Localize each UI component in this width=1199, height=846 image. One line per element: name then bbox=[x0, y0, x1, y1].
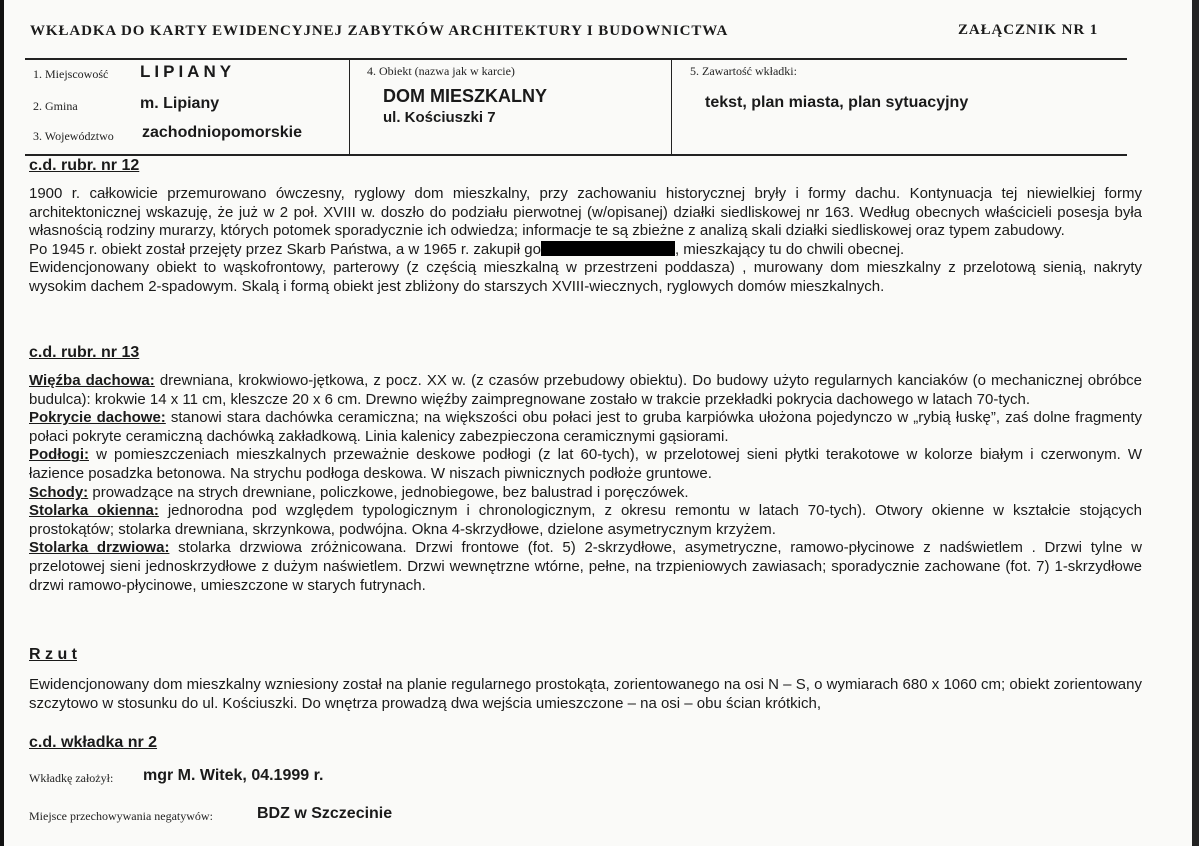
item-podlogi-text: w pomieszczeniach mieszkalnych przeważnie deskowe podłogi (z lat 60-tych), w przelotowej sieni płytki terakotowe w kolorze białym i czerwonym. W łazience posadzka betonowa. Na strychu podłoga deskowa. W niszach piwnicznych podłoże gruntowe. bbox=[29, 446, 1142, 482]
negatywy-label: Miejsce przechowywania negatywów: bbox=[29, 809, 213, 823]
item-stolarka-drzwiowa-label: Stolarka drzwiowa: bbox=[29, 539, 170, 557]
section-13-heading: c.d. rubr. nr 13 bbox=[29, 344, 140, 361]
gmina-label: 2. Gmina bbox=[33, 99, 78, 113]
zawartosc-label: 5. Zawartość wkładki: bbox=[690, 64, 797, 78]
item-pokrycie-label: Pokrycie dachowe: bbox=[29, 409, 166, 427]
zalozyl-label: Wkładkę założył: bbox=[29, 771, 114, 785]
rzut-heading: R z u t bbox=[29, 646, 77, 663]
gmina-value: m. Lipiany bbox=[140, 95, 220, 112]
section-13-body bbox=[29, 372, 1142, 595]
redaction-bar bbox=[541, 241, 675, 256]
box-top-border bbox=[25, 58, 1127, 60]
page-title: WKŁADKA DO KARTY EWIDENCYJNEJ ZABYTKÓW ARCHITEKTURY I BUDOWNICTWA bbox=[30, 23, 729, 39]
rzut-body bbox=[29, 676, 1142, 713]
section-12-p2-before: Po 1945 r. obiekt został przejęty przez Skarb Państwa, a w 1965 r. zakupił go bbox=[29, 240, 541, 258]
section-12-body bbox=[29, 185, 1142, 297]
item-stolarka-okienna-label: Stolarka okienna: bbox=[29, 502, 159, 520]
rzut-text: Ewidencjonowany dom mieszkalny wzniesiony został na planie regularnego prostokąta, zorientowanego na osi N – S, o wymiarach 680 x 1060 cm; obiekt zorientowany szczytowo w stosunku do ul. Kościuszki. Do wnętrza prowadzą dwa wejścia umieszczone – na osi – obu ścian krótkich, bbox=[29, 676, 1142, 712]
item-schody bbox=[29, 484, 1142, 503]
obiekt-address: ul. Kościuszki 7 bbox=[383, 109, 496, 126]
item-wiezba-text: drewniana, krokwiowo-jętkowa, z pocz. XX w. (z czasów przebudowy obiektu). Do budowy użyto regularnych kanciaków (o mechanicznej obróbce budulca): krokwie 14 x 11 cm, kleszcze 20 x 6 cm. Drewno więźby zaimpregnowane zostało w trakcie przekładki pokrycia dachowego w latach 70-tych. bbox=[29, 372, 1143, 408]
item-stolarka-okienna bbox=[29, 502, 1142, 539]
section-12-p3: Ewidencjonowany obiekt to wąskofrontowy, parterowy (z częścią mieszkalną w przestrzeni poddasza) , murowany dom mieszkalny z przelotową sienią, nakryty wysokim dachem 2-spadowym. Skalą i formą obiekt jest zbliżony do starszych XVIII-wiecznych, ryglowych domów mieszkalnych. bbox=[29, 259, 1142, 295]
item-schody-text: prowadzące na strych drewniane, policzkowe, jednobiegowe, bez balustrad i poręczówek. bbox=[88, 483, 689, 501]
item-wiezba bbox=[29, 372, 1142, 409]
item-schody-label: Schody: bbox=[29, 483, 89, 501]
attachment-number: ZAŁĄCZNIK NR 1 bbox=[958, 22, 1099, 38]
item-stolarka-drzwiowa bbox=[29, 539, 1142, 595]
item-pokrycie bbox=[29, 409, 1142, 446]
miejscowosc-value: LIPIANY bbox=[140, 62, 236, 81]
item-podlogi-label: Podłogi: bbox=[29, 446, 89, 464]
item-stolarka-drzwiowa-text: stolarka drzwiowa zróżnicowana. Drzwi frontowe (fot. 5) 2-skrzydłowe, asymetryczne, ramowo-płycinowe z nadświetlem . Drzwi tylne w przelotowej sieni jednoskrzydłowe z dużym naświetlem. Drzwi wewnętrzne wtórne, pełne, na trzpieniowych zawiasach; sporadycznie zachowane (fot. 7) 1-skrzydłowe drzwi ramowo-płycinowe, umieszczone w starych futrynach. bbox=[29, 539, 1142, 594]
scan-right-edge bbox=[1192, 0, 1199, 846]
wojewodztwo-value: zachodniopomorskie bbox=[142, 124, 303, 141]
section-12-heading: c.d. rubr. nr 12 bbox=[29, 157, 140, 174]
zalozyl-value: mgr M. Witek, 04.1999 r. bbox=[143, 767, 324, 784]
box-bottom-border bbox=[25, 154, 1127, 156]
scan-left-edge bbox=[0, 0, 4, 846]
obiekt-name: DOM MIESZKALNY bbox=[383, 86, 547, 106]
item-stolarka-okienna-text: jednorodna pod względem typologicznym i chronologicznym, z okresu remontu w latach 70-tych). Otwory okienne w kształcie stojących prostokątów; stolarka drewniana, skrzynkowa, podwójna. Okna 4-skrzydłowe, dzielone asymetrycznym krzyżem. bbox=[29, 502, 1142, 538]
wojewodztwo-label: 3. Województwo bbox=[33, 129, 114, 143]
obiekt-label: 4. Obiekt (nazwa jak w karcie) bbox=[367, 64, 515, 78]
section-12-p1: 1900 r. całkowicie przemurowano ówczesny, ryglowy dom mieszkalny, przy zachowaniu historycznej bryły i formy dachu. Kontynuacja tej niewielkiej formy architektonicznej wskazuję, że już w 2 poł. XVIII w. doszło do podziału pierwotnej (w/opisanej) działki siedliskowej nr 163. Według obecnych właścicieli posesja była własnością rodziny murarzy, których potomek sporadycznie ich odwiedza; informacje te są zbieżne z analizą skali działki siedliskowej oraz typem zabudowy. bbox=[29, 185, 1142, 240]
negatywy-value: BDZ w Szczecinie bbox=[257, 805, 393, 822]
miejscowosc-label: 1. Miejscowość bbox=[33, 67, 109, 81]
zawartosc-value: tekst, plan miasta, plan sytuacyjny bbox=[705, 94, 969, 111]
box-divider-2 bbox=[671, 59, 672, 154]
box-divider-1 bbox=[349, 59, 350, 154]
item-wiezba-label: Więźba dachowa: bbox=[29, 372, 155, 389]
section-12-p2 bbox=[29, 241, 1142, 260]
item-pokrycie-text: stanowi stara dachówka ceramiczna; na większości obu połaci jest to gruba karpiówka ułożona pojedynczo w „rybią łuskę”, zaś dolne fragmenty połaci pokryte ceramiczną dachówką zakładkową. Linia kalenicy zabezpieczona ceramicznymi gąsiorami. bbox=[29, 409, 1143, 445]
item-podlogi bbox=[29, 446, 1142, 483]
section-12-p2-after: , mieszkający tu do chwili obecnej. bbox=[674, 240, 905, 258]
cd-wkladka-heading: c.d. wkładka nr 2 bbox=[29, 734, 158, 751]
